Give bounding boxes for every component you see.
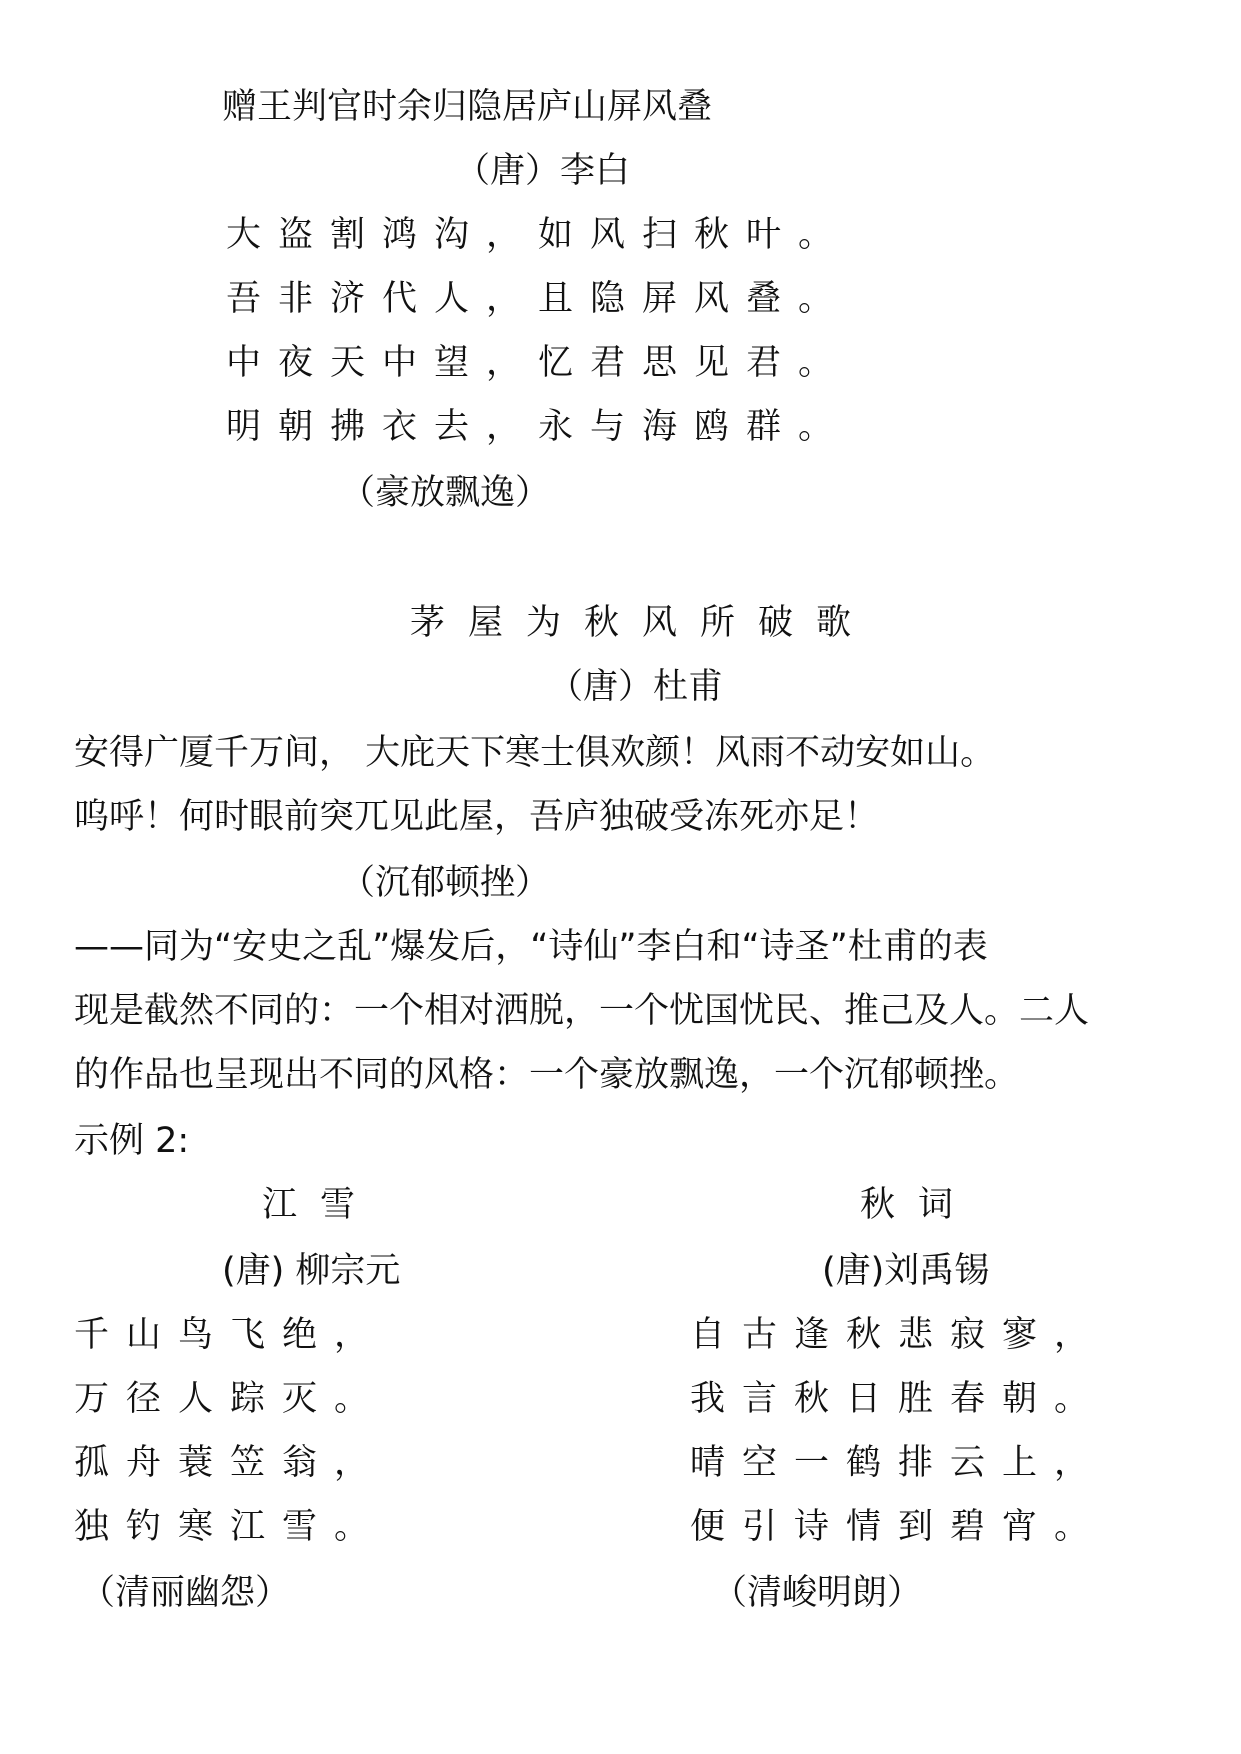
poem1-line-4: 明朝拂衣去，永与海鸥群。 <box>226 407 851 447</box>
commentary-line-3: 的作品也呈现出不同的风格：一个豪放飘逸，一个沉郁顿挫。 <box>74 1055 1020 1095</box>
poem3-line-3: 孤舟蓑笠翁， <box>74 1443 387 1483</box>
poem3-style: （清丽幽怨） <box>80 1573 291 1613</box>
poem4-line-4: 便引诗情到碧宵。 <box>690 1507 1107 1547</box>
poem3-line-2: 万径人踪灭。 <box>74 1379 387 1419</box>
poem2-style: （沉郁顿挫） <box>340 863 551 903</box>
commentary-line-2: 现是截然不同的：一个相对洒脱，一个忧国忧民、推己及人。二人 <box>74 991 1090 1031</box>
poem1-line-1: 大盗割鸿沟，如风扫秋叶。 <box>226 215 851 255</box>
poem4-style: （清峻明朗） <box>712 1573 923 1613</box>
poem2-line-2: 呜呼！何时眼前突兀见此屋，吾庐独破受冻死亦足！ <box>74 797 880 837</box>
poem3-line-1: 千山鸟飞绝， <box>74 1315 387 1355</box>
poem1-style: （豪放飘逸） <box>340 473 551 513</box>
poem3-author: (唐) 柳宗元 <box>222 1251 401 1291</box>
poem1-author: （唐）李白 <box>455 151 631 191</box>
poem1-title: 赠王判官时余归隐居庐山屏风叠 <box>222 87 713 127</box>
poem4-title: 秋词 <box>860 1185 977 1225</box>
commentary-line-1: ——同为“安史之乱”爆发后，“诗仙”李白和“诗圣”杜甫的表 <box>74 927 988 967</box>
poem1-line-2: 吾非济代人，且隐屏风叠。 <box>226 279 851 319</box>
poem4-line-1: 自古逢秋悲寂寥， <box>690 1315 1107 1355</box>
poem2-title: 茅屋为秋风所破歌 <box>410 603 875 643</box>
poem1-line-3: 中夜天中望，忆君思见君。 <box>226 343 851 383</box>
poem3-line-4: 独钓寒江雪。 <box>74 1507 387 1547</box>
poem2-author: （唐）杜甫 <box>548 667 724 707</box>
poem3-title: 江雪 <box>262 1185 379 1225</box>
poem4-line-3: 晴空一鹤排云上， <box>690 1443 1107 1483</box>
example-label: 示例 2: <box>74 1121 190 1161</box>
poem2-line-1: 安得广厦千万间， 大庇天下寒士俱欢颜！风雨不动安如山。 <box>74 733 996 773</box>
poem4-author: (唐)刘禹锡 <box>822 1251 990 1291</box>
poem4-line-2: 我言秋日胜春朝。 <box>690 1379 1107 1419</box>
